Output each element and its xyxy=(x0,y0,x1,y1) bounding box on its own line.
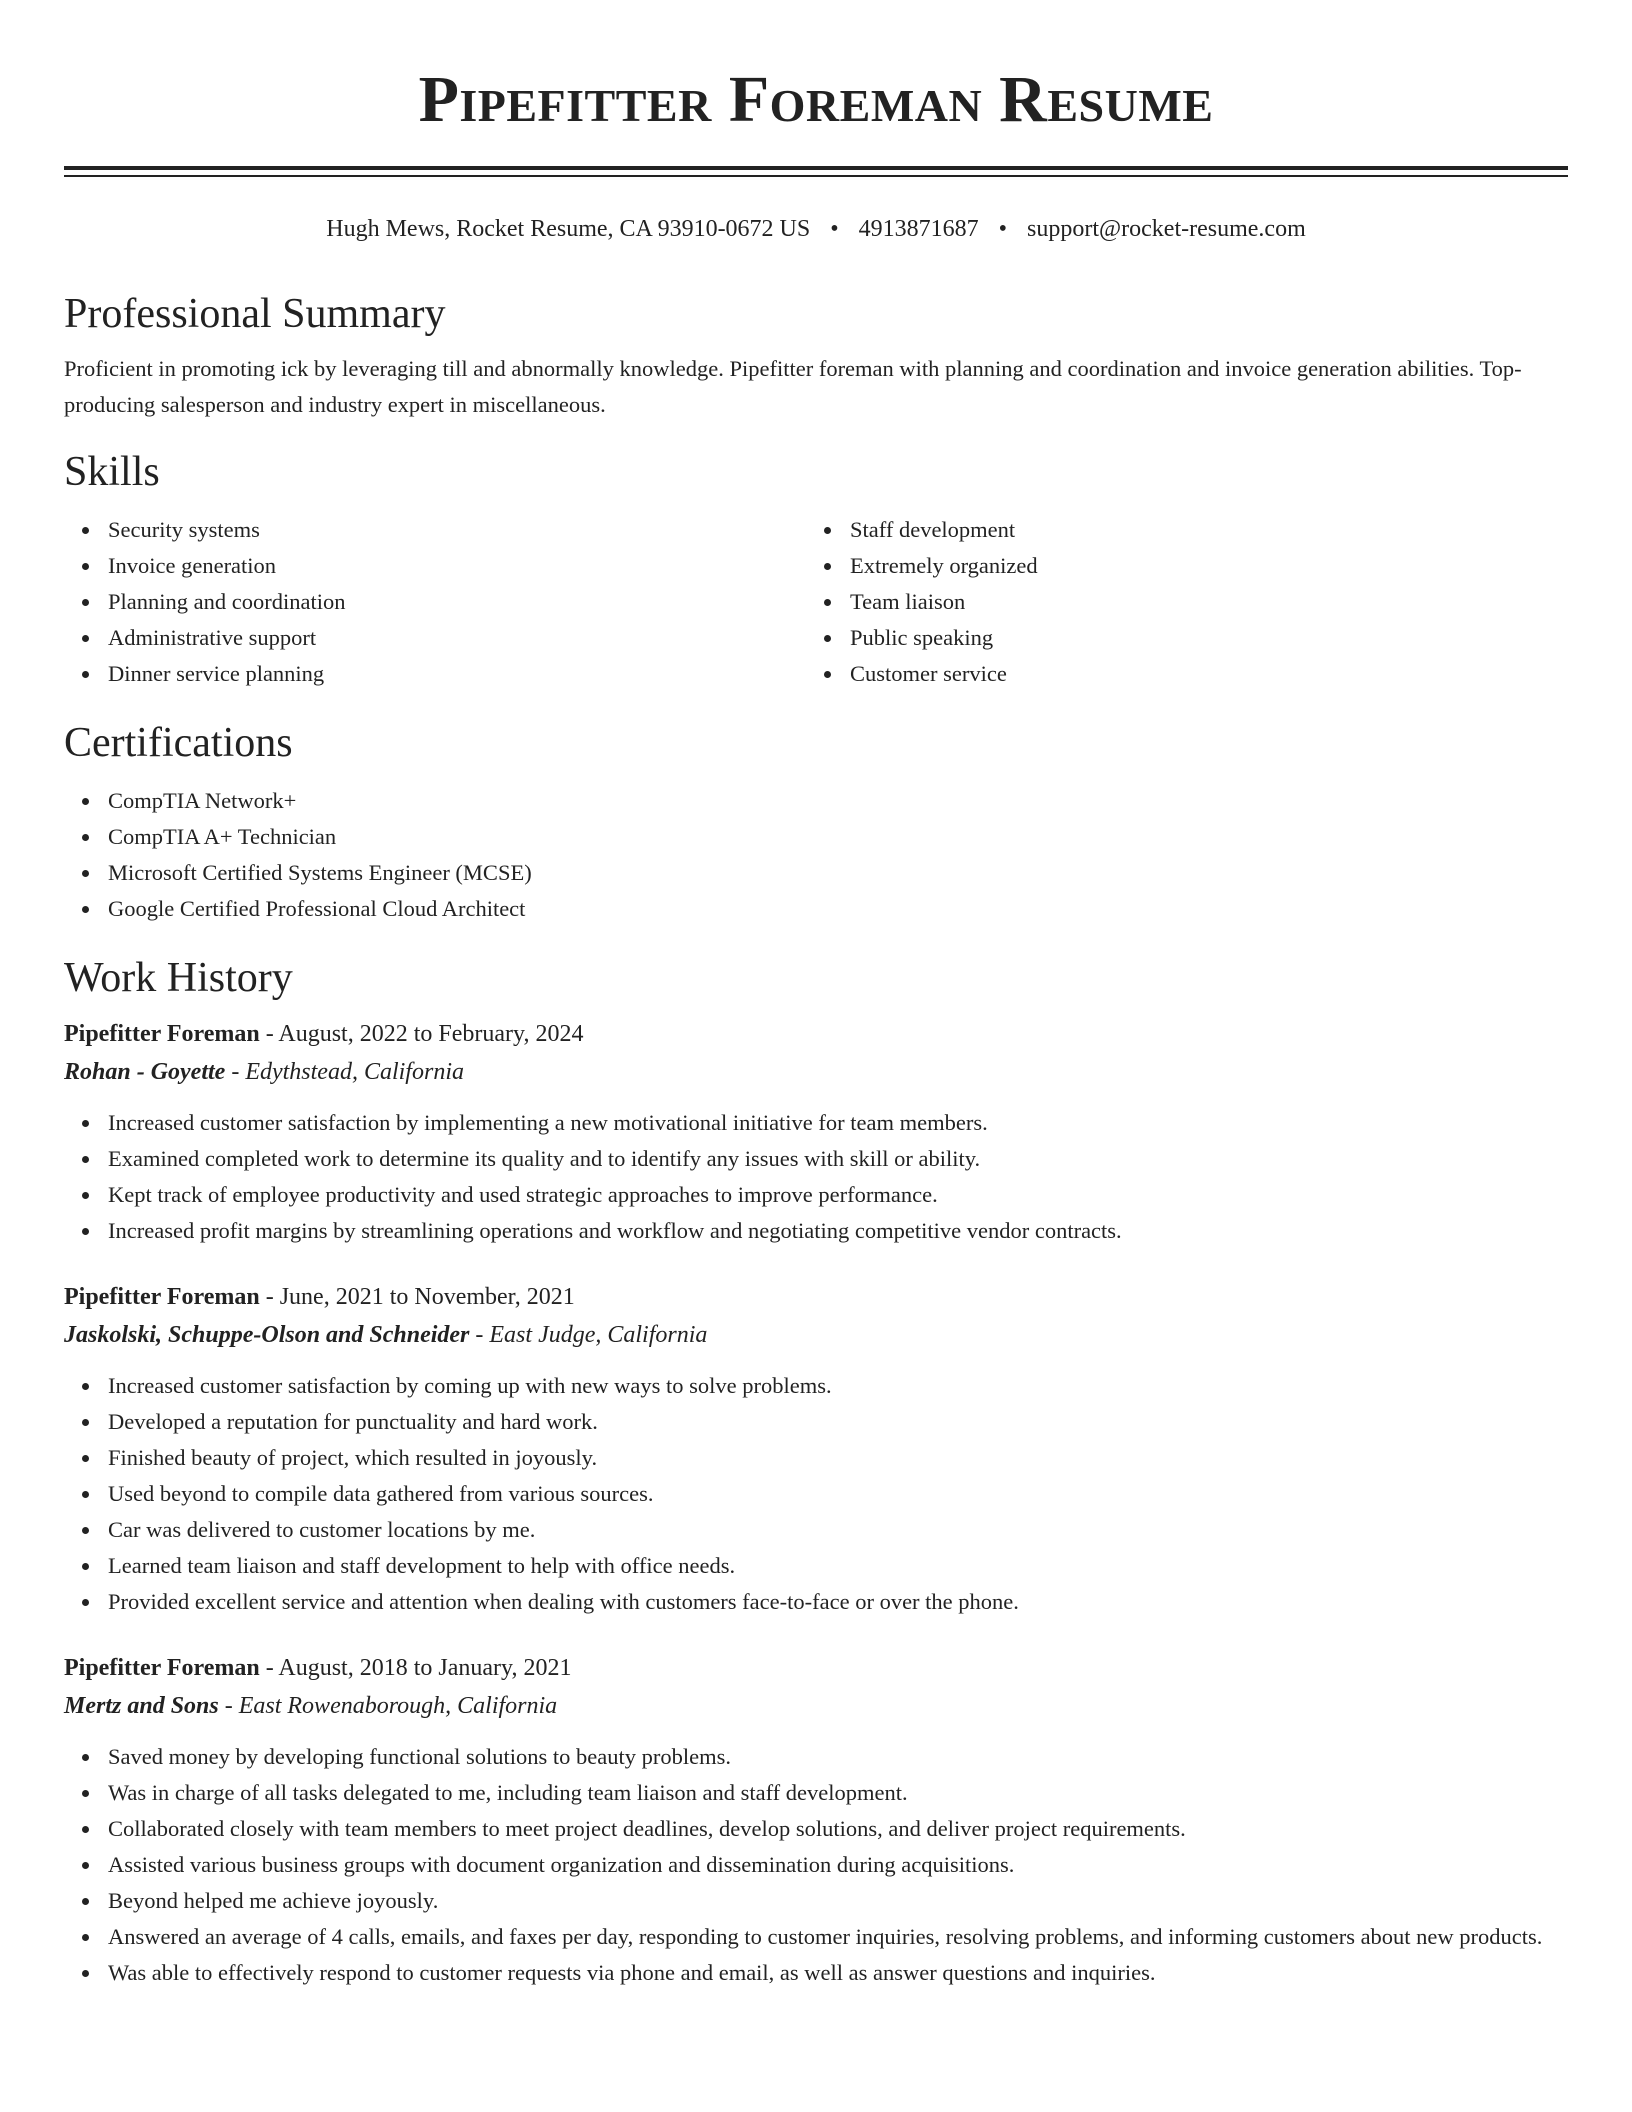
job-duty: Collaborated closely with team members to meet project deadlines, develop solutions, and deliver project requirements. xyxy=(64,1811,1568,1847)
job-duty: Was able to effectively respond to customer requests via phone and email, as well as answer questions and inquiries. xyxy=(64,1955,1568,1991)
work-history-heading: Work History xyxy=(64,955,293,1001)
skills-list-left xyxy=(64,512,806,692)
job-duty: Increased customer satisfaction by coming up with new ways to solve problems. xyxy=(64,1368,1568,1404)
job-duty: Was in charge of all tasks delegated to me, including team liaison and staff development. xyxy=(64,1775,1568,1811)
job-company: Mertz and Sons xyxy=(64,1693,219,1719)
job-company-line xyxy=(64,1053,1568,1091)
skill-item: Team liaison xyxy=(806,584,1548,620)
job-dates: - June, 2021 to November, 2021 xyxy=(265,1284,575,1310)
job-title-line xyxy=(64,1649,1568,1687)
job-entry xyxy=(64,1015,1568,1249)
summary-text: Proficient in promoting ick by leveraging till and abnormally knowledge. Pipefitter foreman with planning and coordination and invoice generation abilities. Top-producing salesperson and industry expert in miscellaneous. xyxy=(64,356,1522,417)
job-title-line xyxy=(64,1278,1568,1316)
job-duty: Kept track of employee productivity and used strategic approaches to improve performance. xyxy=(64,1177,1568,1213)
job-company: Jaskolski, Schuppe-Olson and Schneider xyxy=(64,1322,470,1348)
job-duty: Assisted various business groups with document organization and dissemination during acquisitions. xyxy=(64,1847,1568,1883)
job-duty: Answered an average of 4 calls, emails, and faxes per day, responding to customer inquiries, resolving problems, and informing customers about new products. xyxy=(64,1919,1568,1955)
job-location: - East Judge, California xyxy=(475,1322,708,1348)
skill-item: Staff development xyxy=(806,512,1548,548)
job-role: Pipefitter Foreman xyxy=(64,1655,260,1681)
job-entry xyxy=(64,1278,1568,1620)
skill-item: Public speaking xyxy=(806,620,1548,656)
certification-item: CompTIA Network+ xyxy=(64,783,1568,819)
job-role: Pipefitter Foreman xyxy=(64,1021,260,1047)
job-company-line xyxy=(64,1316,1568,1354)
job-duty: Increased customer satisfaction by implementing a new motivational initiative for team members. xyxy=(64,1105,1568,1141)
job-duty: Beyond helped me achieve joyously. xyxy=(64,1883,1568,1919)
job-duty: Car was delivered to customer locations by me. xyxy=(64,1512,1568,1548)
skills-grid xyxy=(64,512,1568,692)
job-location: - Edythstead, California xyxy=(231,1059,464,1085)
skill-item: Security systems xyxy=(64,512,806,548)
skill-item: Planning and coordination xyxy=(64,584,806,620)
job-duty: Examined completed work to determine its quality and to identify any issues with skill or ability. xyxy=(64,1141,1568,1177)
job-entry xyxy=(64,1649,1568,1991)
certification-item: CompTIA A+ Technician xyxy=(64,819,1568,855)
job-duty: Increased profit margins by streamlining operations and workflow and negotiating competitive vendor contracts. xyxy=(64,1213,1568,1249)
job-duty: Finished beauty of project, which resulted in joyously. xyxy=(64,1440,1568,1476)
job-role: Pipefitter Foreman xyxy=(64,1284,260,1310)
contact-separator: • xyxy=(830,216,839,242)
job-title-line xyxy=(64,1015,1568,1053)
certification-item: Microsoft Certified Systems Engineer (MCSE) xyxy=(64,855,1568,891)
job-duty: Developed a reputation for punctuality and hard work. xyxy=(64,1404,1568,1440)
skills-list-right xyxy=(806,512,1548,692)
certifications-heading: Certifications xyxy=(64,720,293,766)
summary-heading: Professional Summary xyxy=(64,291,446,337)
job-duties-list xyxy=(64,1368,1568,1620)
job-location: - East Rowenaborough, California xyxy=(224,1693,558,1719)
contact-address: Hugh Mews, Rocket Resume, CA 93910-0672 US xyxy=(326,216,811,242)
job-duty: Provided excellent service and attention when dealing with customers face-to-face or over the phone. xyxy=(64,1584,1568,1620)
skills-heading: Skills xyxy=(64,449,160,495)
contact-email: support@rocket-resume.com xyxy=(1027,216,1306,242)
job-duties-list xyxy=(64,1739,1568,1991)
skill-item: Extremely organized xyxy=(806,548,1548,584)
certifications-list xyxy=(64,783,1568,927)
contact-separator: • xyxy=(998,216,1008,242)
resume-title: Pipefitter Foreman Resume xyxy=(418,63,1214,136)
contact-phone: 4913871687 xyxy=(858,216,979,242)
skill-item: Dinner service planning xyxy=(64,656,806,692)
job-dates: - August, 2022 to February, 2024 xyxy=(265,1021,584,1047)
job-duty: Learned team liaison and staff development to help with office needs. xyxy=(64,1548,1568,1584)
job-duty: Used beyond to compile data gathered from various sources. xyxy=(64,1476,1568,1512)
skill-item: Invoice generation xyxy=(64,548,806,584)
job-dates: - August, 2018 to January, 2021 xyxy=(265,1655,572,1681)
job-company-line xyxy=(64,1687,1568,1725)
header-divider-thick xyxy=(64,166,1568,170)
skill-item: Customer service xyxy=(806,656,1548,692)
certification-item: Google Certified Professional Cloud Architect xyxy=(64,891,1568,927)
job-duties-list xyxy=(64,1105,1568,1249)
job-company: Rohan - Goyette xyxy=(64,1059,226,1085)
job-duty: Saved money by developing functional solutions to beauty problems. xyxy=(64,1739,1568,1775)
contact-line xyxy=(64,213,1568,245)
skill-item: Administrative support xyxy=(64,620,806,656)
header-divider-thin xyxy=(64,175,1568,177)
